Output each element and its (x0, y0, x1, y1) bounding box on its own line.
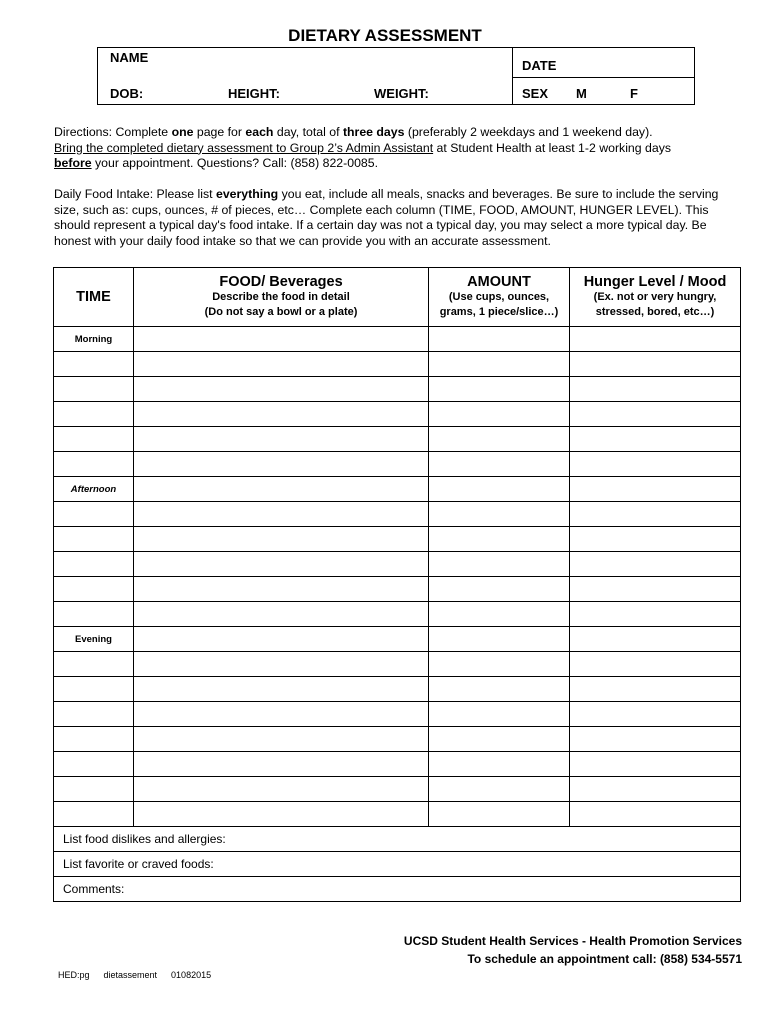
hunger-cell[interactable] (570, 352, 741, 377)
hunger-cell[interactable] (570, 702, 741, 727)
time-cell[interactable] (54, 452, 134, 477)
favorites-row[interactable]: List favorite or craved foods: (54, 852, 741, 877)
hunger-cell[interactable] (570, 402, 741, 427)
hunger-cell[interactable] (570, 577, 741, 602)
height-label: HEIGHT: (228, 86, 280, 101)
food-cell[interactable] (134, 477, 429, 502)
weight-label: WEIGHT: (374, 86, 429, 101)
directions-paragraph: Directions: Complete one page for each day, total of three days (preferably 2 weekdays and 1 weekend day). Bring the completed dietary assessment to Group 2’s Admin Assistant at Student Health at least 1-2 working days before your appointment. Questions? Call: (858) 822-0085. (54, 125, 671, 170)
hunger-cell[interactable] (570, 652, 741, 677)
time-cell[interactable] (54, 527, 134, 552)
period-label[interactable]: Morning (54, 327, 134, 352)
table-row[interactable] (54, 427, 741, 452)
dob-label: DOB: (110, 86, 144, 101)
hunger-cell[interactable] (570, 502, 741, 527)
amount-cell[interactable] (429, 477, 570, 502)
time-cell[interactable] (54, 702, 134, 727)
form-code: HED:pg dietassement 01082015 (58, 970, 212, 980)
hunger-cell[interactable] (570, 777, 741, 802)
amount-cell[interactable] (429, 727, 570, 752)
hunger-cell[interactable] (570, 377, 741, 402)
table-row[interactable] (54, 802, 741, 827)
food-cell[interactable] (134, 652, 429, 677)
hunger-cell[interactable] (570, 627, 741, 652)
table-row[interactable] (54, 652, 741, 677)
time-cell[interactable] (54, 727, 134, 752)
amount-cell[interactable] (429, 802, 570, 827)
amount-cell[interactable] (429, 577, 570, 602)
table-row[interactable] (54, 702, 741, 727)
time-cell[interactable] (54, 577, 134, 602)
amount-cell[interactable] (429, 327, 570, 352)
amount-cell[interactable] (429, 352, 570, 377)
table-row[interactable] (54, 552, 741, 577)
food-cell[interactable] (134, 352, 429, 377)
food-cell[interactable] (134, 702, 429, 727)
hunger-cell[interactable] (570, 427, 741, 452)
food-log-table (53, 267, 741, 902)
amount-cell[interactable] (429, 602, 570, 627)
table-row[interactable] (54, 327, 741, 352)
food-cell[interactable] (134, 502, 429, 527)
period-label[interactable]: Evening (54, 627, 134, 652)
food-cell[interactable] (134, 677, 429, 702)
time-cell[interactable] (54, 802, 134, 827)
date-label: DATE (522, 58, 557, 73)
food-cell[interactable] (134, 552, 429, 577)
hunger-cell[interactable] (570, 752, 741, 777)
footer-appointment-phone: To schedule an appointment call: (858) 534-5571 (467, 952, 742, 966)
food-cell[interactable] (134, 527, 429, 552)
name-label: NAME (110, 50, 149, 65)
food-cell[interactable] (134, 427, 429, 452)
table-row[interactable] (54, 677, 741, 702)
hunger-cell[interactable] (570, 802, 741, 827)
time-cell[interactable] (54, 352, 134, 377)
amount-column-header: AMOUNT (Use cups, ounces, grams, 1 piece/slice…) (429, 268, 570, 327)
amount-cell[interactable] (429, 702, 570, 727)
hunger-cell[interactable] (570, 602, 741, 627)
food-cell[interactable] (134, 727, 429, 752)
time-column-header: TIME (54, 268, 134, 327)
period-label[interactable]: Afternoon (54, 477, 134, 502)
food-cell[interactable] (134, 377, 429, 402)
comments-row[interactable]: Comments: (54, 877, 741, 902)
time-cell[interactable] (54, 652, 134, 677)
page-title: DIETARY ASSESSMENT (288, 26, 482, 45)
footer-organization: UCSD Student Health Services - Health Promotion Services (403, 934, 742, 948)
amount-cell[interactable] (429, 677, 570, 702)
table-row[interactable] (54, 602, 741, 627)
table-row[interactable] (54, 502, 741, 527)
food-cell[interactable] (134, 402, 429, 427)
table-row[interactable] (54, 777, 741, 802)
food-cell[interactable] (134, 602, 429, 627)
patient-info-box (97, 47, 695, 105)
table-row[interactable] (54, 352, 741, 377)
hunger-column-header: Hunger Level / Mood (Ex. not or very hungry, stressed, bored, etc…) (570, 268, 741, 327)
hunger-cell[interactable] (570, 477, 741, 502)
food-cell[interactable] (134, 577, 429, 602)
amount-cell[interactable] (429, 627, 570, 652)
amount-cell[interactable] (429, 377, 570, 402)
sex-label: SEX (522, 86, 549, 101)
time-cell[interactable] (54, 427, 134, 452)
food-cell[interactable] (134, 752, 429, 777)
hunger-cell[interactable] (570, 327, 741, 352)
table-row[interactable] (54, 752, 741, 777)
table-row[interactable] (54, 477, 741, 502)
food-cell[interactable] (134, 627, 429, 652)
amount-cell[interactable] (429, 777, 570, 802)
table-row[interactable] (54, 452, 741, 477)
time-cell[interactable] (54, 752, 134, 777)
food-cell[interactable] (134, 452, 429, 477)
table-row[interactable] (54, 402, 741, 427)
sex-m-option: M (576, 86, 587, 101)
amount-cell[interactable] (429, 752, 570, 777)
amount-cell[interactable] (429, 452, 570, 477)
hunger-cell[interactable] (570, 527, 741, 552)
food-cell[interactable] (134, 777, 429, 802)
dislikes-row[interactable]: List food dislikes and allergies: (54, 827, 741, 852)
amount-cell[interactable] (429, 552, 570, 577)
time-cell[interactable] (54, 677, 134, 702)
table-header-row (54, 268, 741, 327)
time-cell[interactable] (54, 502, 134, 527)
food-cell[interactable] (134, 802, 429, 827)
table-row[interactable] (54, 527, 741, 552)
hunger-cell[interactable] (570, 452, 741, 477)
table-row[interactable] (54, 727, 741, 752)
table-row[interactable] (54, 377, 741, 402)
amount-cell[interactable] (429, 527, 570, 552)
time-cell[interactable] (54, 377, 134, 402)
sex-f-option: F (630, 86, 638, 101)
hunger-cell[interactable] (570, 727, 741, 752)
hunger-cell[interactable] (570, 677, 741, 702)
intake-paragraph: Daily Food Intake: Please list everything you eat, include all meals, snacks and beverages. Be sure to include the serving size, such as: cups, ounces, # of pieces, etc… Complete each column (TIME, FOOD, AMOUNT, HUNGER LEVEL). This should represent a typical day's food intake. If a certain day was not a typical day, you may select a more typical day. Be honest with your daily food intake so that we can provide you with an accurate assessment. (54, 187, 719, 248)
time-cell[interactable] (54, 777, 134, 802)
time-cell[interactable] (54, 552, 134, 577)
amount-cell[interactable] (429, 652, 570, 677)
hunger-cell[interactable] (570, 552, 741, 577)
food-column-header: FOOD/ Beverages Describe the food in detail (Do not say a bowl or a plate) (134, 268, 429, 327)
amount-cell[interactable] (429, 402, 570, 427)
table-row[interactable] (54, 577, 741, 602)
amount-cell[interactable] (429, 427, 570, 452)
amount-cell[interactable] (429, 502, 570, 527)
time-cell[interactable] (54, 402, 134, 427)
food-cell[interactable] (134, 327, 429, 352)
table-row[interactable] (54, 627, 741, 652)
time-cell[interactable] (54, 602, 134, 627)
